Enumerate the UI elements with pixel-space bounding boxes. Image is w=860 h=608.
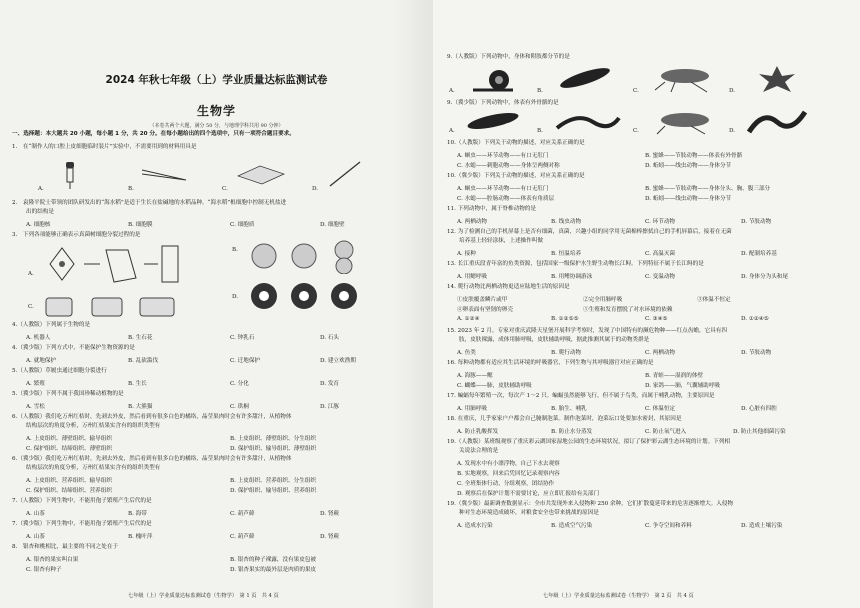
q19-option-d: D. 观察后在保护计划不需要讨论，应立即汇报给有关部门 [457,491,600,497]
q19b-option-a: A. 造成水污染 [457,523,493,529]
q18-option-a: A. 防止乳酸挥发 [457,429,499,435]
q18-option-b: B. 防止水分蒸发 [551,429,593,435]
q14-option-b: B. ①②⑤⑤ [551,316,579,322]
q10-option-c: C. 水螅——刺胞动物——身体呈两侧对称 [457,163,560,169]
q6b-option-c: C. 保护组织、结缔组织、营养组织 [26,488,112,494]
snake-figure [743,104,813,138]
q10-option-d: D. 蚯蚓——线虫动物——身体分节 [645,163,732,169]
q7-option-b: B. 海带 [128,511,147,517]
q10b-option-d: D. 蚯蚓——线虫动物——身体分节 [645,196,732,202]
question-12-line1: 12. 为了检测自己的手机屏幕上是否有细菌，真菌，兴趣小组的同学用无菌棉棒擦拭自己的手机屏幕后，接着在无菌 [447,229,732,235]
earthworm-figure [553,110,623,134]
q18-option-c: C. 防止氧气进入 [645,429,687,435]
exam-subject: 生物学 [196,104,236,118]
q17-option-d: D. 心脏有四腔 [741,406,777,412]
question-10: 10.（人教版）下列关于动物的描述，对应关系正确的是 [447,140,585,146]
snail-figure [463,62,523,94]
q4b-option-b: B. 乱砍滥伐 [128,358,159,364]
question-5b: 5.（冀少版）下列不属于我国珍稀动植物的是 [12,391,124,397]
q17-option-a: A. 用肺呼吸 [457,406,487,412]
q19-option-a: A. 发现水中有小漂浮物，自己下水去观察 [457,461,560,467]
q7-option-c: C. 葫芦藓 [230,511,255,517]
question-9: 9.（人教版）下列动物中，身体和附肢都分节的是 [447,54,570,60]
question-16: 16. 每种动物都有适应其生活环境的呼吸器官，下列生物与其呼吸器官对应正确的是 [447,360,654,366]
q11-option-d: D. 节肢动物 [741,219,772,225]
cell-division-figure-d [246,276,366,316]
q12-option-b: B. 恒温培养 [551,251,582,257]
q1-option-c: C. [222,186,228,192]
q6-option-b: B. 上皮组织、薄壁组织、分生组织 [230,436,316,442]
q14-statement-5: ⑤生殖和发育摆脱了对水环境的依赖 [583,307,673,313]
page-footer-2: 七年级（上）学业质量达标监测试卷（生物学） 第 2 页 共 4 页 [543,593,694,599]
q7b-option-a: A. 山茶 [26,534,45,540]
q13-option-a: A. 用鳃呼吸 [457,274,487,280]
q1-option-b: B. [128,186,134,192]
q16-option-d: D. 家鸽——肺，气囊辅助呼吸 [645,383,720,389]
q14-statement-1: ①皮肤覆盖鳞片或甲 [457,297,508,303]
q9-option-c: C. [633,88,639,94]
question-7b: 7.（冀少版）下列生物中，不能用孢子繁殖产生后代的是 [12,521,152,527]
q15-option-d: D. 节肢动物 [741,350,772,356]
q9-option-d: D. [729,88,736,94]
question-13: 13. 长江重庆段青年富的鱼类资源，包括国家一级保护水生野生动物长江鲟。下列特征不属于长江鲟的是 [447,261,704,267]
q1-option-d: D. [312,186,319,192]
question-19-line2: 关说法合理的是 [459,448,499,454]
q13-option-c: C. 变温动物 [645,274,676,280]
q6b-option-a: A. 上皮组织、营养组织、输导组织 [26,478,112,484]
question-11: 11. 下列动物中，属于脊椎动物的是 [447,206,536,212]
q4-option-c: C. 钟乳石 [230,335,255,341]
cell-division-figure-b [246,238,366,274]
question-6b-line2: 结构层次的角度分析，万州红桔果实含有的组织类型有 [26,465,161,471]
exam-note: （本卷共两个大题，满分 50 分，与地理学科共用 90 分钟） [149,123,284,129]
q16-option-c: C. 蝴蝶——肺，皮肤辅助呼吸 [457,383,532,389]
question-17: 17. 蝙蝠每年繁殖一次，每次产 1～2 只。蝙蝠虽然能够飞行，但不属于鸟类，而属于哺乳动物，主要原因是 [447,393,715,399]
q12-option-a: A. 接种 [457,251,476,257]
q3-option-d: D. [232,294,239,300]
q14-option-d: D. ①②④⑤ [741,316,769,322]
q5-option-c: C. 分化 [230,381,249,387]
q14-option-c: C. ③④⑤ [645,316,668,322]
section-heading: 一、选择题：本大题共 20 小题，每小题 1 分，共 20 分。在每小题给出的四个选项中，只有一项符合题目要求。 [12,131,295,137]
q7-option-a: A. 山茶 [26,511,45,517]
slide-figure [230,158,290,188]
q4b-option-d: D. 建立欢渔期 [320,358,356,364]
q4b-option-a: A. 就地保护 [26,358,56,364]
cell-division-figure-c [40,292,180,322]
q5b-option-d: D. 江豚 [320,404,340,410]
q12-option-d: D. 配制培养基 [741,251,777,257]
q7-option-d: D. 肾蕨 [320,511,340,517]
question-15-line2: 肢，皮肤裸露，成体用肺呼吸，皮肤辅助呼吸，据此推测其属于的动物类群是 [459,337,650,343]
question-1: 1. 在“制作人的口腔上皮细胞临时装片”实验中，不需要用到的材料用具是 [12,144,197,150]
q13-option-b: B. 用鳍协调游泳 [551,274,593,280]
q17-option-c: C. 体温恒定 [645,406,676,412]
q4-option-d: D. 石头 [320,335,340,341]
locust-figure [651,60,721,94]
q7b-option-d: D. 肾蕨 [320,534,340,540]
q2-option-d: D. 细胞壁 [320,222,345,228]
question-19b-line1: 19.（冀少版）最新调查数据显示：全市共发现外来入侵物种 250 余种，它们扩散蔓延带来的危害逐渐增大。入侵物 [447,501,734,507]
q2-option-b: B. 细胞膜 [128,222,153,228]
q9b-option-c: C. [633,128,639,134]
question-4: 4.（人教版）下列属于生物的是 [12,322,91,328]
q10b-option-a: A. 蛔虫——环节动物——有口无肛门 [457,186,549,192]
question-12-line2: 培养基上轻轻涂抹，上述操作叫做 [459,238,543,244]
question-9b: 9.（冀少版）下列动物中，体表有外骨骼的是 [447,100,559,106]
q16-option-b: B. 青蛙——湿润的体壁 [645,373,704,379]
q10b-option-c: C. 水螅——腔肠动物——体表有角质层 [457,196,555,202]
q10-option-a: A. 蛔虫——环节动物——有口无肛门 [457,153,549,159]
q7b-option-c: C. 葫芦藓 [230,534,255,540]
q3-option-b: B. [232,247,238,253]
q4b-option-c: C. 迁地保护 [230,358,261,364]
page-footer-1: 七年级（上）学业质量达标监测试卷（生物学） 第 1 页 共 4 页 [128,593,279,599]
starfish-figure [747,62,807,94]
q4-option-a: A. 机器人 [26,335,51,341]
q12-option-c: C. 高温灭菌 [645,251,676,257]
q11-option-c: C. 环节动物 [645,219,676,225]
q6-option-c: C. 保护组织、结缔组织、薄壁组织 [26,446,112,452]
q8-option-b: B. 银杏的种子裸露，没有果皮包被 [230,557,316,563]
q13-option-d: D. 身体分为头和尾 [741,274,788,280]
q8-option-c: C. 银杏有种子 [26,567,62,573]
q15-option-b: B. 爬行动物 [551,350,582,356]
cell-division-figure-a [40,240,180,288]
page-fold-shadow [393,0,433,608]
q11-option-a: A. 两栖动物 [457,219,487,225]
q4-option-b: B. 生石花 [128,335,153,341]
question-6b-line1: 6.（冀少版）我们吃万州红桔时，先剥去外皮，然后看到有很多白色的橘络，晶莹果肉时会有许多甜汁，从植物体 [12,456,292,462]
q6-option-d: D. 保护组织、输导组织、薄壁组织 [230,446,317,452]
q11-option-b: B. 线虫动物 [551,219,582,225]
question-18: 18. 在重庆，几乎家家户户都会自己腌制泡菜。制作泡菜时，泡菜坛口处要加水密封，其原因是 [447,416,682,422]
q8-option-d: D. 银杏果实的最外层是肉质的果皮 [230,567,317,573]
q6b-option-b: B. 上皮组织、营养组织、分生组织 [230,478,316,484]
q9b-option-b: B. [537,128,543,134]
q8-option-a: A. 银杏的果实叫白果 [26,557,79,563]
question-19-line1: 19.（人教版）某班级观察了重庆彩云湖国家湿地公园的生态环境状况，拟订了保护彩云湖生态环境的计划。下列相 [447,439,730,445]
question-7: 7.（人教版）下列生物中，不能用孢子繁殖产生后代的是 [12,498,152,504]
q5b-option-b: B. 大熊猫 [128,404,153,410]
question-5: 5.（人教版）草履虫通过细胞分裂进行 [12,368,107,374]
q6-option-a: A. 上皮组织、薄壁组织、输导组织 [26,436,112,442]
q5-option-a: A. 繁殖 [26,381,45,387]
exam-title: 2024 年秋七年级（上）学业质量达标监测试卷 [105,74,328,86]
q9b-option-a: A. [449,128,455,134]
leech-figure [553,64,623,92]
q3-option-c: C. [28,304,34,310]
q15-option-a: A. 鱼类 [457,350,476,356]
q19b-option-b: B. 造成空气污染 [551,523,593,529]
q19-option-b: B. 实地观察，回来后凭回忆记录观察内容 [457,471,560,477]
q15-option-c: C. 两栖动物 [645,350,676,356]
q14-statement-4: ④卵表面有坚韧的卵壳 [457,307,513,313]
question-2-line2: 出的结构是 [26,209,54,215]
q18-option-d: D. 防止其他细菌污染 [733,429,786,435]
q2-option-a: A. 细胞核 [26,222,51,228]
flatworm-figure [463,108,523,134]
q5b-option-c: C. 珙桐 [230,404,249,410]
question-3: 3. 下列各项能够正确表示真菌树细胞分裂过程的是 [12,232,141,238]
question-15-line1: 15. 2023 年 2 月，专家对重庆武隆天星堡开展科学考察时，发现了中国特有的濒危物种——红点齿蟾，它具有四 [447,328,727,334]
q19b-option-d: D. 造成土壤污染 [741,523,783,529]
q5-option-d: D. 发育 [320,381,340,387]
q5b-option-a: A. 雪松 [26,404,45,410]
exam-page-2 [433,0,860,608]
q10b-option-b: B. 蜜蜂——节肢动物——身体分头、胸、腹三部分 [645,186,771,192]
q1-option-a: A. [38,186,44,192]
question-2-line1: 2. 袁隆平院士带领的团队研发出的“海水稻”是适于生长在盐碱地的水稻品种。“海水稻”根细胞中控制无机盐进 [12,200,287,206]
q9-option-b: B. [537,88,543,94]
q14-option-a: A. ①②④ [457,316,480,322]
toothpick-figure [320,156,370,192]
q9-option-a: A. [449,88,455,94]
q2-option-c: C. 细胞质 [230,222,255,228]
question-6-line1: 6.（人教版）我们吃万州红桔时，先剥去外皮，然后看到有很多白色的橘络，晶莹果肉时会有许多甜汁，从植物体 [12,414,292,420]
q19-option-c: C. 全班集体行动，分组观察，团结协作 [457,481,555,487]
q16-option-a: A. 海豚——鳃 [457,373,493,379]
q10-option-b: B. 蜜蜂——节肢动物——体表有外骨骼 [645,153,743,159]
q17-option-b: B. 胎生、哺乳 [551,406,587,412]
q14-statement-3: ③体温不恒定 [697,297,731,303]
q14-statement-2: ②完全用肺呼吸 [583,297,623,303]
q5-option-b: B. 生长 [128,381,147,387]
q9b-option-d: D. [729,128,736,134]
question-4b: 4.（冀少版）下列方式中，不能保护生物资源的是 [12,345,135,351]
q19b-option-c: C. 争夺空间和养料 [645,523,692,529]
q7b-option-b: B. 槐叶萍 [128,534,153,540]
question-14: 14. 爬行动物比两栖动物更适应陆地生活的原因是 [447,284,570,290]
question-19b-line2: 种对生态环境造成破坏，对粮食安全也带来挑战的原因是 [459,510,599,516]
dropper-figure [46,156,106,192]
question-8: 8. 银杏和桃相比，最主要的不同之处在于 [12,544,119,550]
q3-option-a: A. [28,271,34,277]
tweezers-figure [136,160,196,190]
question-10b: 10.（冀少版）下列关于动物的描述，对应关系正确的是 [447,173,585,179]
q6b-option-d: D. 保护组织、输导组织、营养组织 [230,488,317,494]
question-6-line2: 结构层次的角度分析，万州红桔果实含有的组织类型有 [26,423,161,429]
grasshopper-figure [651,106,721,136]
